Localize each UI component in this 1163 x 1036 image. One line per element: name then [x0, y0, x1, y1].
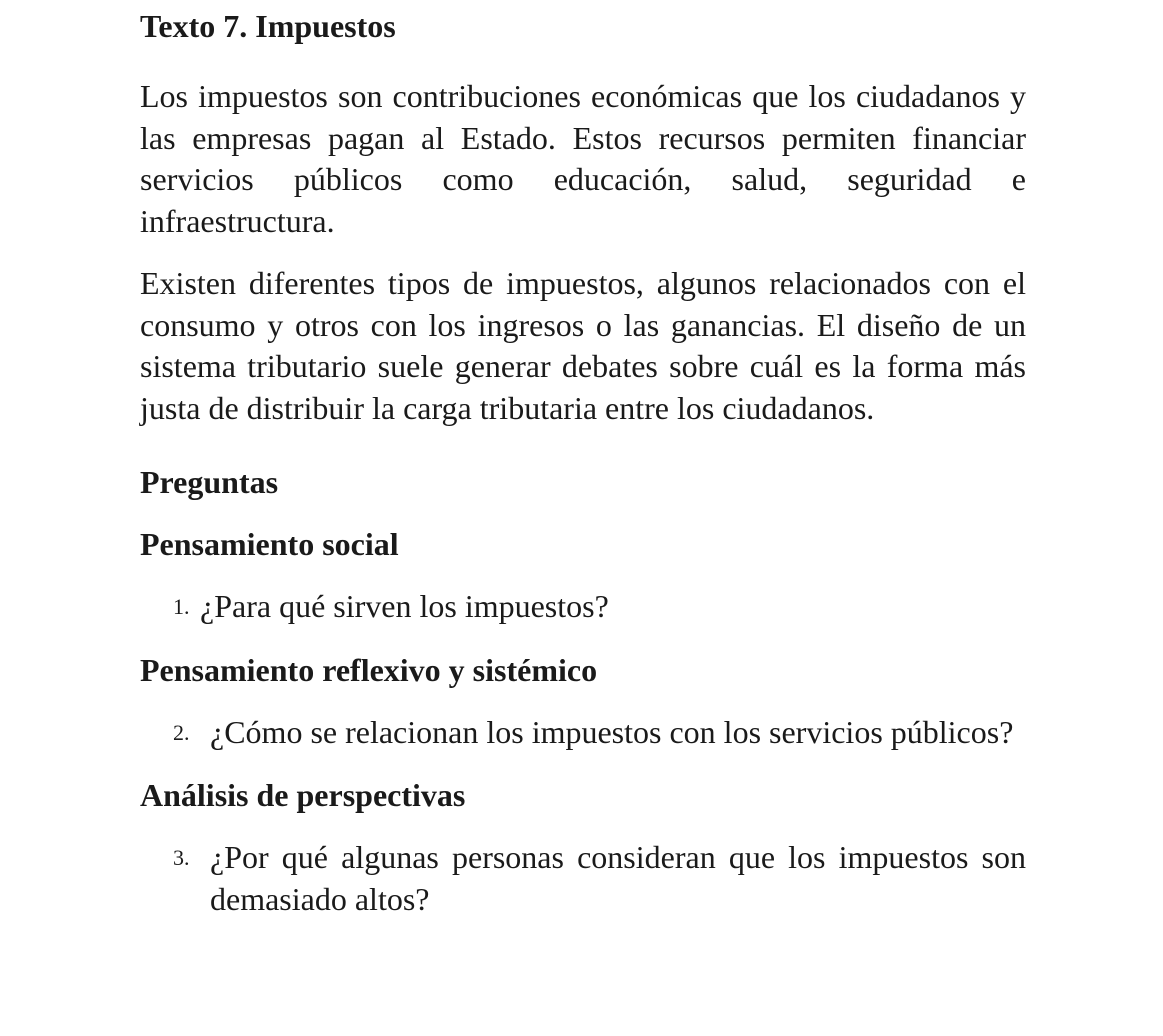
questions-heading: Preguntas [140, 464, 279, 500]
question-item [140, 837, 1026, 920]
question-item [140, 712, 1026, 754]
paragraph-intro: Los impuestos son contribuciones económicas que los ciudadanos y las empresas pagan al Estado. Estos recursos permiten financiar servicios públicos como educación, salud, seguridad e infraestructura. [140, 78, 1026, 239]
question-text: ¿Cómo se relacionan los impuestos con los servicios públicos? [210, 713, 1014, 750]
question-number: 1. [173, 594, 190, 619]
question-item [140, 586, 1026, 628]
section-heading: Análisis de perspectivas [140, 777, 466, 813]
document-title: Texto 7. Impuestos [140, 8, 396, 44]
section-pensamiento-social [140, 524, 1026, 628]
section-heading: Pensamiento social [140, 526, 399, 562]
question-text: ¿Para qué sirven los impuestos? [200, 588, 609, 624]
question-number: 3. [173, 845, 190, 870]
question-number: 2. [173, 719, 190, 745]
paragraph-types: Existen diferentes tipos de impuestos, algunos relacionados con el consumo y otros con los ingresos o las ganancias. El diseño de un sistema tributario suele generar debates sobre cuál es la forma más justa de distribuir la carga tributaria entre los ciudadanos. [140, 265, 1026, 426]
question-text: ¿Por qué algunas personas consideran que los impuestos son demasiado altos? [210, 839, 1026, 917]
document-page [140, 0, 1026, 920]
section-heading: Pensamiento reflexivo y sistémico [140, 651, 598, 688]
section-pensamiento-reflexivo [140, 650, 1026, 754]
section-analisis-perspectivas [140, 775, 1026, 920]
